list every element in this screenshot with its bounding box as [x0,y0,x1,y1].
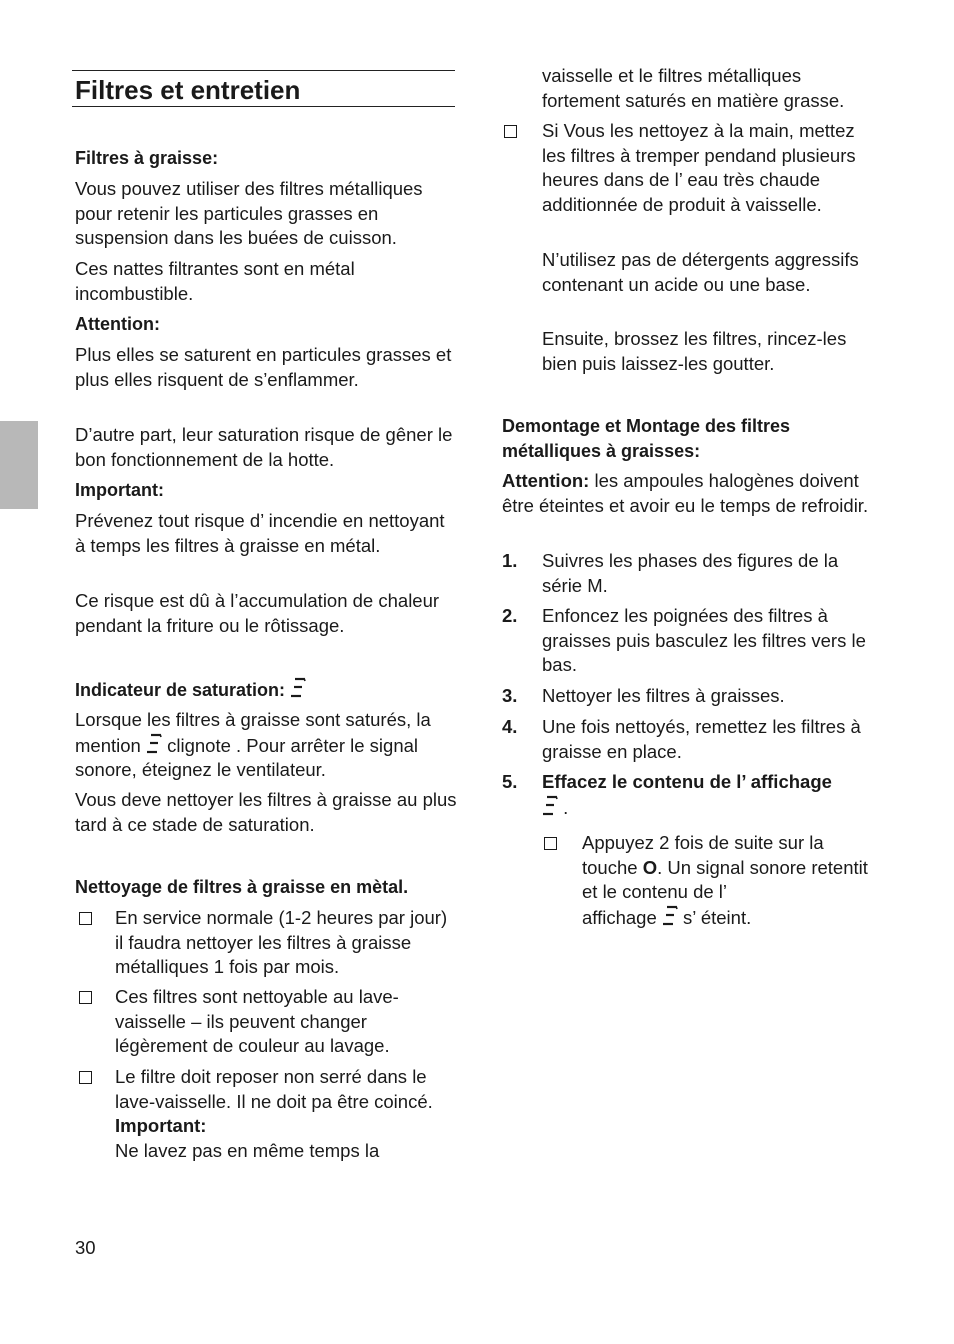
heading-indicateur [75,677,306,703]
paragraph: Ensuite, brossez les filtres, rincez-les bien puis laissez-les goutter. [542,328,847,374]
step-text: Nettoyer les filtres à graisses. [542,685,785,706]
paragraph: Plus elles se saturent en particules grasses et plus elles risquent de s’enflammer. [75,344,452,390]
list-item-text-main: Le filtre doit reposer non serré dans le lave-vaisselle. Il ne doit pa être coincé. [115,1066,433,1112]
heading-nettoyage: Nettoyage de filtres à graisse en mètal. [75,877,409,897]
heading-demontage: Demontage et Montage des filtres métalliques à graisses: [502,416,791,461]
sub-text: affichage [582,906,657,928]
step-text-main: Effacez le contenu de l’ affichage [542,771,832,792]
heading-indicateur-text: Indicateur de saturation: [75,680,286,700]
checkbox-bullet-icon [79,991,92,1004]
step-number: 1. [502,550,518,571]
step-text: Enfoncez les poignées des filtres à graisses puis basculez les filtres vers le bas. [542,605,866,675]
title-rule-bottom [72,106,455,107]
step-number: 4. [502,716,518,737]
attention-text: les ampoules halogènes doivent être éteintes et avoir eu le temps de refroidir. [502,470,869,516]
heading-filtres: Filtres à graisse: [75,148,219,168]
saturation-icon [662,905,678,927]
heading-attention: Attention: [75,314,160,334]
saturation-icon [146,733,162,755]
step-text: Suivres les phases des figures de la série M. [542,550,839,596]
paragraph: D’autre part, leur saturation risque de gêner le bon fonctionnement de la hotte. [75,424,453,470]
saturation-icon [290,677,306,699]
list-item-text: Si Vous les nettoyez à la main, mettez les filtres à tremper pendand plusieurs heures dans de l’ eau très chaude additionnée de produit à vaisselle. [542,120,856,215]
list-item-text [115,1065,457,1163]
sub-text: s’ éteint. [683,906,752,928]
paragraph: Ces nattes filtrantes sont en métal incombustible. [75,258,355,304]
checkbox-bullet-icon [504,125,517,138]
step-number: 3. [502,685,518,706]
sub-text: Appuyez 2 fois de suite sur la touche [582,832,824,878]
step-number: 5. [502,771,518,792]
paragraph: Ce risque est dû à l’accumulation de chaleur pendant la friture ou le rôtissage. [75,590,440,636]
step-text: Une fois nettoyés, remettez les filtres à graisse en place. [542,716,861,762]
list-item-text: Ces filtres sont nettoyable au lave-vaisselle – ils peuvent changer légèrement de couleur au lavage. [115,986,399,1056]
heading-important: Important: [75,480,164,500]
paragraph-continued: vaisselle et le filtres métalliques fortement saturés en matière grasse. [542,65,845,111]
step-text: Effacez le contenu de l’ affichage . [542,771,832,818]
section-tab-marker [0,421,38,509]
page-title: Filtres et entretien [75,75,301,105]
paragraph-attention [502,469,882,518]
list-item-text-tail: Ne lavez pas en même temps la [115,1139,380,1161]
checkbox-bullet-icon [79,1071,92,1084]
key-o-label: O [642,856,658,878]
attention-label: Attention: [502,470,590,491]
paragraph-saturation [75,708,457,783]
saturation-icon [542,795,558,817]
step-number: 2. [502,605,518,626]
paragraph-text: clignote . Pour arrêter le signal sonore, éteignez le ventilateur. [75,734,419,780]
page-number: 30 [75,1237,96,1258]
important-label: Important: [115,1115,207,1136]
checkbox-bullet-icon [544,837,557,850]
paragraph: N’utilisez pas de détergents aggressifs contenant un acide ou une base. [542,249,859,295]
list-item-text: En service normale (1-2 heures par jour) il faudra nettoyer les filtres à graisse métalliques 1 fois par mois. [115,907,448,977]
checkbox-bullet-icon [79,912,92,925]
paragraph: Prévenez tout risque d’ incendie en nettoyant à temps les filtres à graisse en métal. [75,510,445,556]
title-rule-top [72,70,455,71]
sub-list-item-text [582,831,882,930]
sub-text: . Un signal sonore retentit et le contenu de l’ [582,856,868,902]
paragraph: Vous deve nettoyer les filtres à graisse au plus tard à ce stade de saturation. [75,789,457,835]
paragraph-text: Lorsque les filtres à graisse sont saturés, la mention [75,709,431,756]
paragraph: Vous pouvez utiliser des filtres métalliques pour retenir les particules grasses en suspension dans les buées de cuisson. [75,178,423,248]
